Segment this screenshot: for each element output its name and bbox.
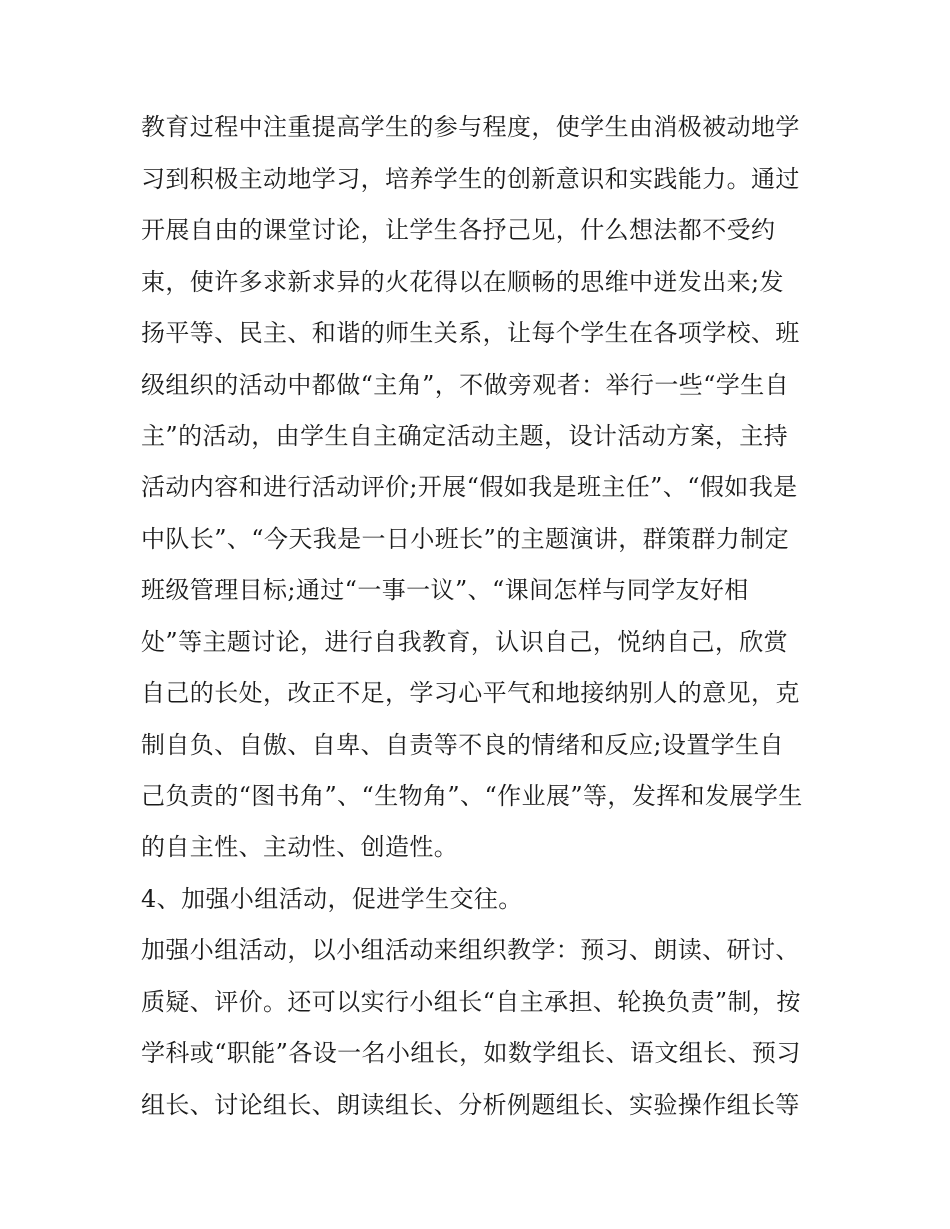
paragraph-line: 级组织的活动中都做“主角”，不做旁观者：举行一些“学生自 [141,371,790,399]
paragraph-line: 习到积极主动地学习，培养学生的创新意识和实践能力。通过 [141,165,800,193]
paragraph-line: 质疑、评价。还可以实行小组长“自主承担、轮换负责”制，按 [141,988,801,1016]
paragraph-line: 组长、讨论组长、朗读组长、分析例题组长、实验操作组长等 [141,1091,800,1119]
paragraph-line: 学科或“职能”各设一名小组长，如数学组长、语文组长、预习 [141,1039,801,1067]
paragraph-line: 自己的长处，改正不足，学习心平气和地接纳别人的意见，克 [141,679,800,707]
section-heading: 4、加强小组活动，促进学生交往。 [141,885,523,913]
paragraph-line: 束，使许多求新求异的火花得以在顺畅的思维中迸发出来;发 [141,268,784,296]
paragraph-line: 活动内容和进行活动评价;开展“假如我是班主任”、“假如我是 [141,473,798,501]
paragraph-line: 开展自由的课堂讨论，让学生各抒己见，什么想法都不受约 [141,216,776,244]
paragraph-line: 主”的活动，由学生自主确定活动主题，设计活动方案，主持 [141,422,789,450]
paragraph-line: 己负责的“图书角”、“生物角”、“作业展”等，发挥和发展学生 [141,782,803,810]
paragraph-line: 制自负、自傲、自卑、自责等不良的情绪和反应;设置学生自 [141,731,784,759]
paragraph-line: 加强小组活动，以小组活动来组织教学：预习、朗读、研讨、 [141,936,800,964]
paragraph-line: 处”等主题讨论，进行自我教育，认识自己，悦纳自己，欣赏 [141,628,789,656]
paragraph-line: 班级管理目标;通过“一事一议”、“课间怎样与同学友好相 [141,576,749,604]
paragraph-line: 教育过程中注重提高学生的参与程度，使学生由消极被动地学 [141,113,800,141]
paragraph-line: 扬平等、民主、和谐的师生关系，让每个学生在各项学校、班 [141,319,800,347]
paragraph-line: 中队长”、“今天我是一日小班长”的主题演讲，群策群力制定 [141,525,790,553]
paragraph-line: 的自主性、主动性、创造性。 [141,833,459,861]
